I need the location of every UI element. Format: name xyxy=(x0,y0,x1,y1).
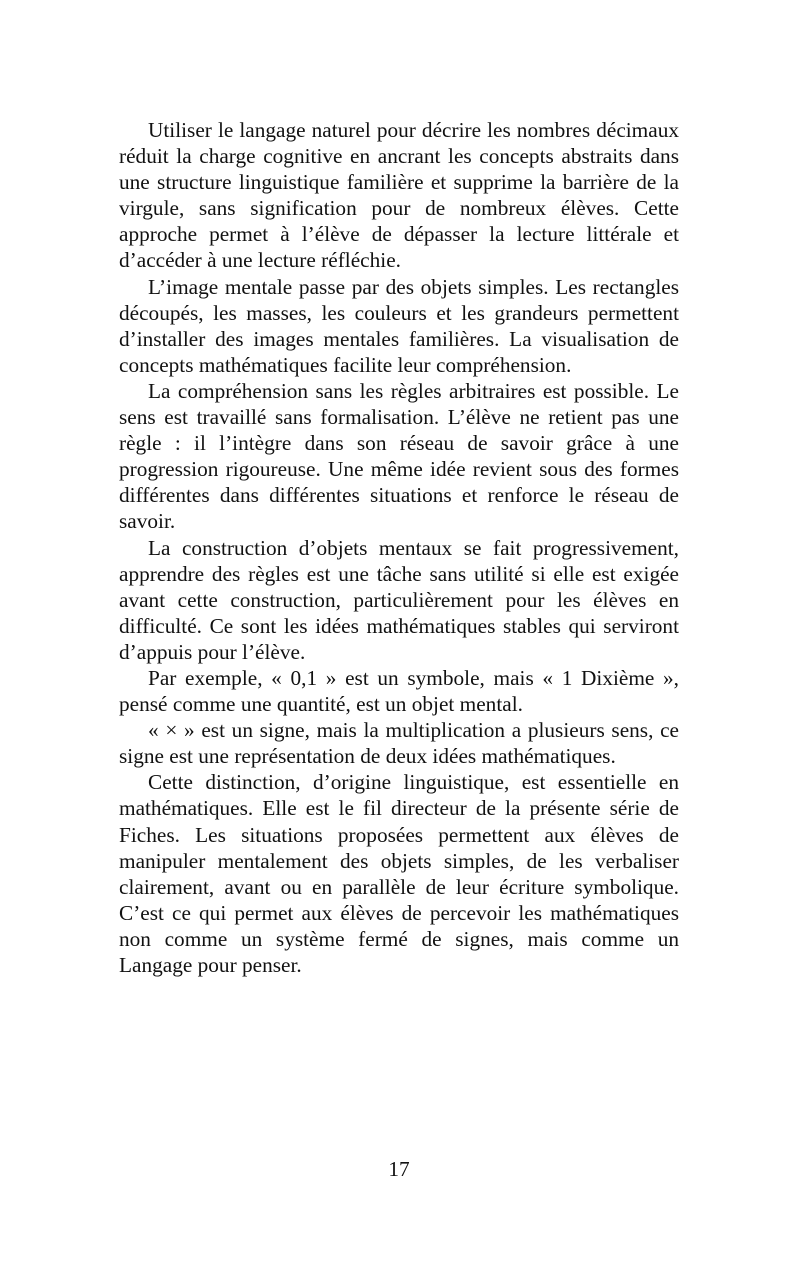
paragraph-natural-language: Utiliser le langage naturel pour décrire les nombres décimaux réduit la charge cognitive en ancrant les concepts abstraits dans une structure linguistique familière et supprime la barrière de la virgule, sans signification pour de nombreux élèves. Cette approche permet à l’élève de dépasser la lecture littérale et d’accéder à une lecture réfléchie. xyxy=(119,118,679,273)
page-number: 17 xyxy=(388,1157,410,1181)
paragraph-comprehension: La compréhension sans les règles arbitraires est possible. Le sens est travaillé sans formalisation. L’élève ne retient pas une règle : il l’intègre dans son réseau de savoir grâce à une progression rigoureuse. Une même idée revient sous des formes différentes dans différentes situations et renforce le réseau de savoir. xyxy=(119,378,679,534)
body-text xyxy=(119,117,679,978)
paragraph-distinction: Cette distinction, d’origine linguistique, est essentielle en mathématiques. Elle est le fil directeur de la présente série de Fiches. Les situations proposées permettent aux élèves de manipuler mentalement des objets simples, de les verbaliser clairement, avant ou en parallèle de leur écriture symbolique. C’est ce qui permet aux élèves de percevoir les mathématiques non comme un système fermé de signes, mais comme un Langage pour penser. xyxy=(119,770,679,977)
paragraph-mental-image: L’image mentale passe par des objets simples. Les rectangles découpés, les masses, les couleurs et les grandeurs permettent d’installer des images mentales familières. La visualisation de concepts mathématiques facilite leur compréhension. xyxy=(119,274,679,377)
paragraph-mental-objects: La construction d’objets mentaux se fait progressivement, apprendre des règles est une tâche sans utilité si elle est exigée avant cette construction, particulièrement pour les élèves en difficulté. Ce sont les idées mathématiques stables qui serviront d’appuis pour l’élève. xyxy=(119,535,679,664)
paragraph-example-symbol: Par exemple, « 0,1 » est un symbole, mais « 1 Dixième », pensé comme une quantité, est un objet mental. xyxy=(119,665,679,717)
paragraph-multiplication-sign: « × » est un signe, mais la multiplication a plusieurs sens, ce signe est une représentation de deux idées mathématiques. xyxy=(119,718,679,769)
